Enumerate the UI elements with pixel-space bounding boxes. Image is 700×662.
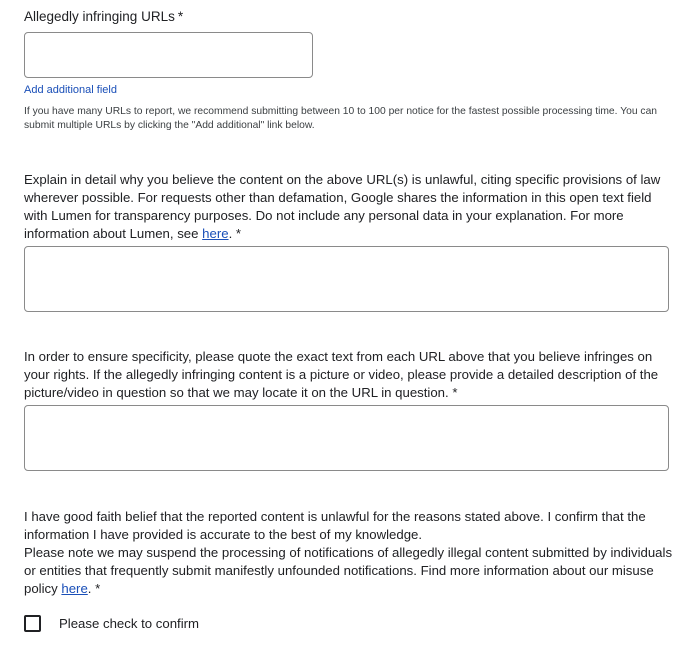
explanation-text: Explain in detail why you believe the content on the above URL(s) is unlawful, citing specific provisions of law wherever possible. For requests other than defamation, Google shares the information in this open text field with Lumen for transparency purposes. Do not include any personal data in your explanation. For more information about Lumen, see [24, 172, 661, 241]
good-faith-statement: I have good faith belief that the reported content is unlawful for the reasons stated above. I confirm that the information I have provided is accurate to the best of my knowledge. [24, 509, 646, 542]
explanation-prompt [24, 171, 674, 243]
confirm-checkbox[interactable] [24, 615, 41, 632]
urls-label-text: Allegedly infringing URLs [24, 9, 175, 24]
add-additional-field-link[interactable]: Add additional field [24, 84, 117, 96]
lumen-here-link[interactable]: here [202, 226, 229, 241]
required-marker: * [177, 9, 184, 24]
confirm-checkbox-row[interactable] [24, 612, 199, 634]
urls-hint-text: If you have many URLs to report, we recommend submitting between 10 to 100 per notice for the fastest possible processing time. You can submit multiple URLs by clicking the "Add additional" link below. [24, 106, 658, 131]
explanation-required-marker: . * [228, 226, 242, 241]
misuse-policy-notice [24, 544, 674, 598]
misuse-policy-here-link[interactable]: here [61, 581, 88, 596]
urls-input[interactable] [24, 32, 313, 78]
explanation-textarea[interactable] [24, 246, 669, 312]
urls-field-label [24, 8, 183, 26]
quote-textarea[interactable] [24, 405, 669, 471]
quote-prompt: In order to ensure specificity, please quote the exact text from each URL above that you believe infringes on your rights. If the allegedly infringing content is a picture or video, please provide a detailed description of the picture/video in question so that we may locate it on the URL in question. * [24, 349, 659, 400]
misuse-notice-text: Please note we may suspend the processing of notifications of allegedly illegal content submitted by individuals or entities that frequently submit manifestly unfounded notifications. Find more information about our misuse policy [24, 545, 673, 596]
confirm-checkbox-label[interactable]: Please check to confirm [59, 615, 199, 631]
confirmation-required-marker: . * [87, 581, 101, 596]
